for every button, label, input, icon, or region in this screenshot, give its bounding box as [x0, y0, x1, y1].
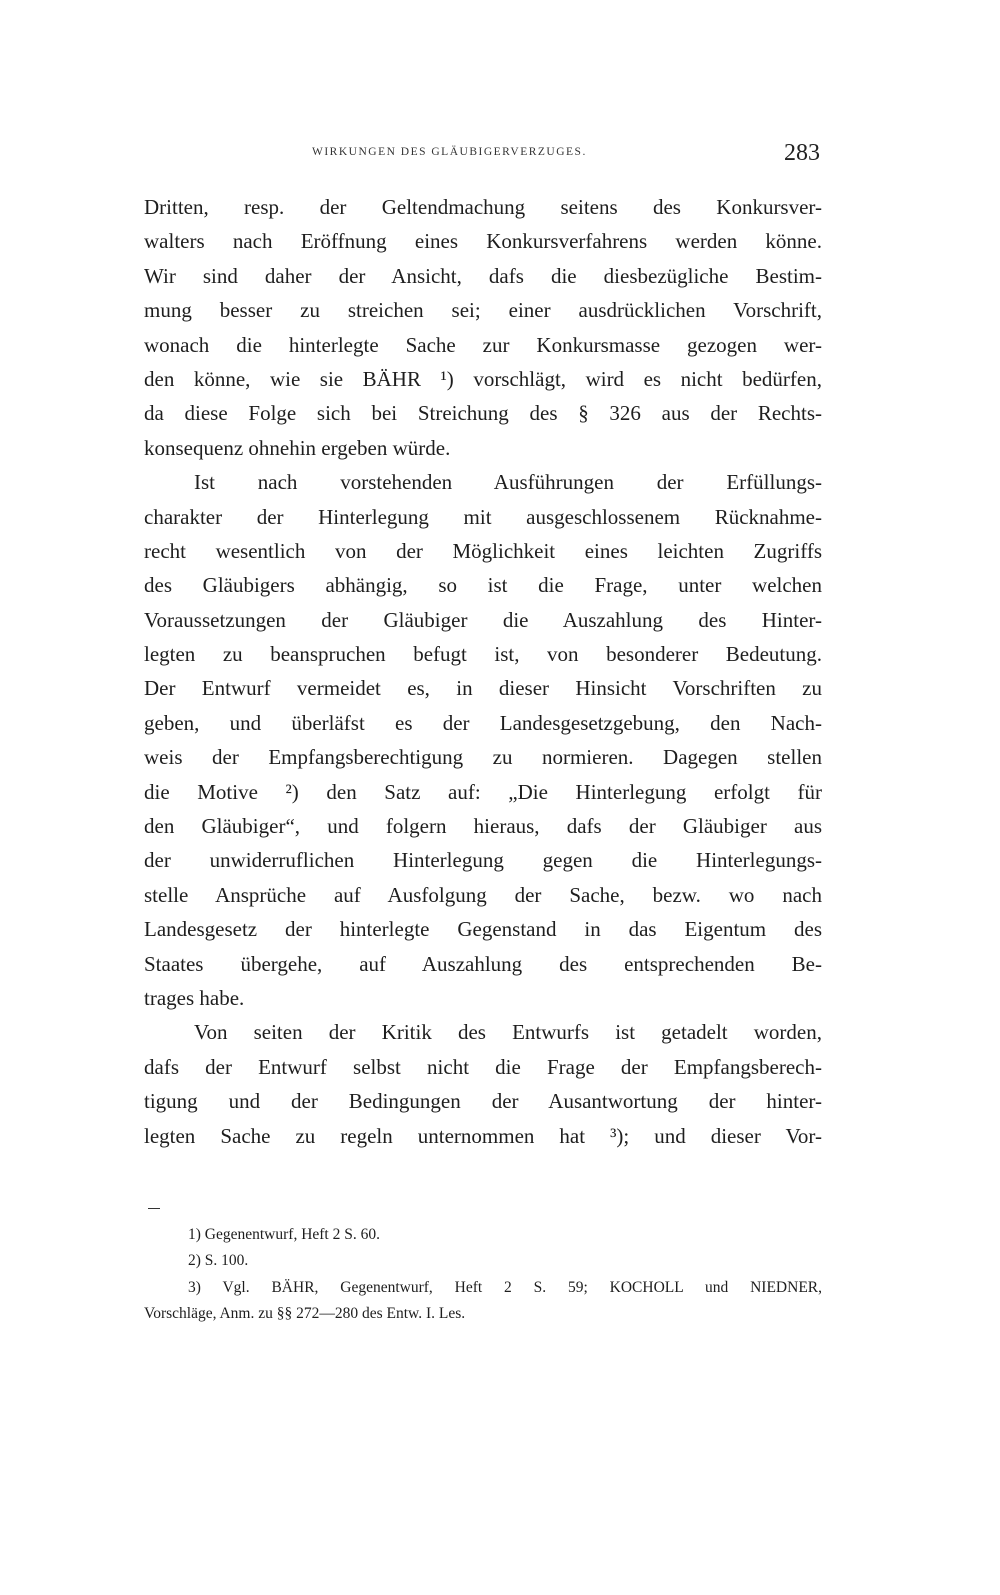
text-line: legten Sache zu regeln unternommen hat ³); und dieser Vor- [144, 1123, 822, 1148]
text-line: Wir sind daher der Ansicht, dafs die diesbezügliche Bestim- [144, 263, 822, 288]
text-line: recht wesentlich von der Möglichkeit eines leichten Zugriffs [144, 538, 822, 563]
text-line: Der Entwurf vermeidet es, in dieser Hinsicht Vorschriften zu [144, 676, 822, 701]
text-line: Staates übergehe, auf Auszahlung des entsprechenden Be- [144, 951, 822, 976]
text-line: da diese Folge sich bei Streichung des § 326 aus der Rechts- [144, 401, 822, 426]
text-line: geben, und überläfst es der Landesgesetzgebung, den Nach- [144, 710, 822, 735]
paragraph-start-line: Ist nach vorstehenden Ausführungen der Erfüllungs- [194, 470, 822, 495]
page-number: 283 [784, 140, 820, 166]
text-line: stelle Ansprüche auf Ausfolgung der Sache, bezw. wo nach [144, 882, 822, 907]
text-line: der unwiderruflichen Hinterlegung gegen die Hinterlegungs- [144, 848, 822, 873]
text-line: konsequenz ohnehin ergeben würde. [144, 435, 451, 460]
text-line: charakter der Hinterlegung mit ausgeschlossenem Rücknahme- [144, 504, 822, 529]
text-line: wonach die hinterlegte Sache zur Konkursmasse gezogen wer- [144, 332, 822, 357]
running-head: WIRKUNGEN DES GLÄUBIGERVERZUGES. [312, 146, 587, 158]
text-line: den könne, wie sie BÄHR ¹) vorschlägt, wird es nicht bedürfen, [144, 366, 822, 391]
text-line: des Gläubigers abhängig, so ist die Frage, unter welchen [144, 573, 822, 598]
footnote-divider [148, 1208, 160, 1209]
footnote: 3) Vgl. BÄHR, Gegenentwurf, Heft 2 S. 59; KOCHOLL und NIEDNER, [188, 1278, 822, 1296]
body-text [144, 190, 822, 1153]
text-line: legten zu beanspruchen befugt ist, von besonderer Bedeutung. [144, 642, 822, 667]
footnotes [144, 1222, 822, 1327]
text-line: dafs der Entwurf selbst nicht die Frage der Empfangsberech- [144, 1054, 822, 1079]
footnote: 2) S. 100. [188, 1252, 249, 1270]
text-line: Voraussetzungen der Gläubiger die Auszahlung des Hinter- [144, 607, 822, 632]
text-line: walters nach Eröffnung eines Konkursverfahrens werden könne. [144, 229, 822, 254]
text-line: mung besser zu streichen sei; einer ausdrücklichen Vorschrift, [144, 298, 822, 323]
text-line: trages habe. [144, 985, 245, 1010]
text-line: tigung und der Bedingungen der Ausantwortung der hinter- [144, 1089, 822, 1114]
text-line: weis der Empfangsberechtigung zu normieren. Dagegen stellen [144, 745, 822, 770]
text-line: die Motive ²) den Satz auf: „Die Hinterlegung erfolgt für [144, 779, 822, 804]
text-line: Dritten, resp. der Geltendmachung seitens des Konkursver- [144, 195, 822, 219]
paragraph-start-line: Von seiten der Kritik des Entwurfs ist getadelt worden, [194, 1020, 822, 1045]
text-line: den Gläubiger“, und folgern hieraus, dafs der Gläubiger aus [144, 814, 822, 839]
footnote: 1) Gegenentwurf, Heft 2 S. 60. [188, 1226, 380, 1243]
footnote-continuation: Vorschläge, Anm. zu §§ 272—280 des Entw. I. Les. [144, 1304, 466, 1322]
text-line: Landesgesetz der hinterlegte Gegenstand in das Eigentum des [144, 917, 822, 942]
